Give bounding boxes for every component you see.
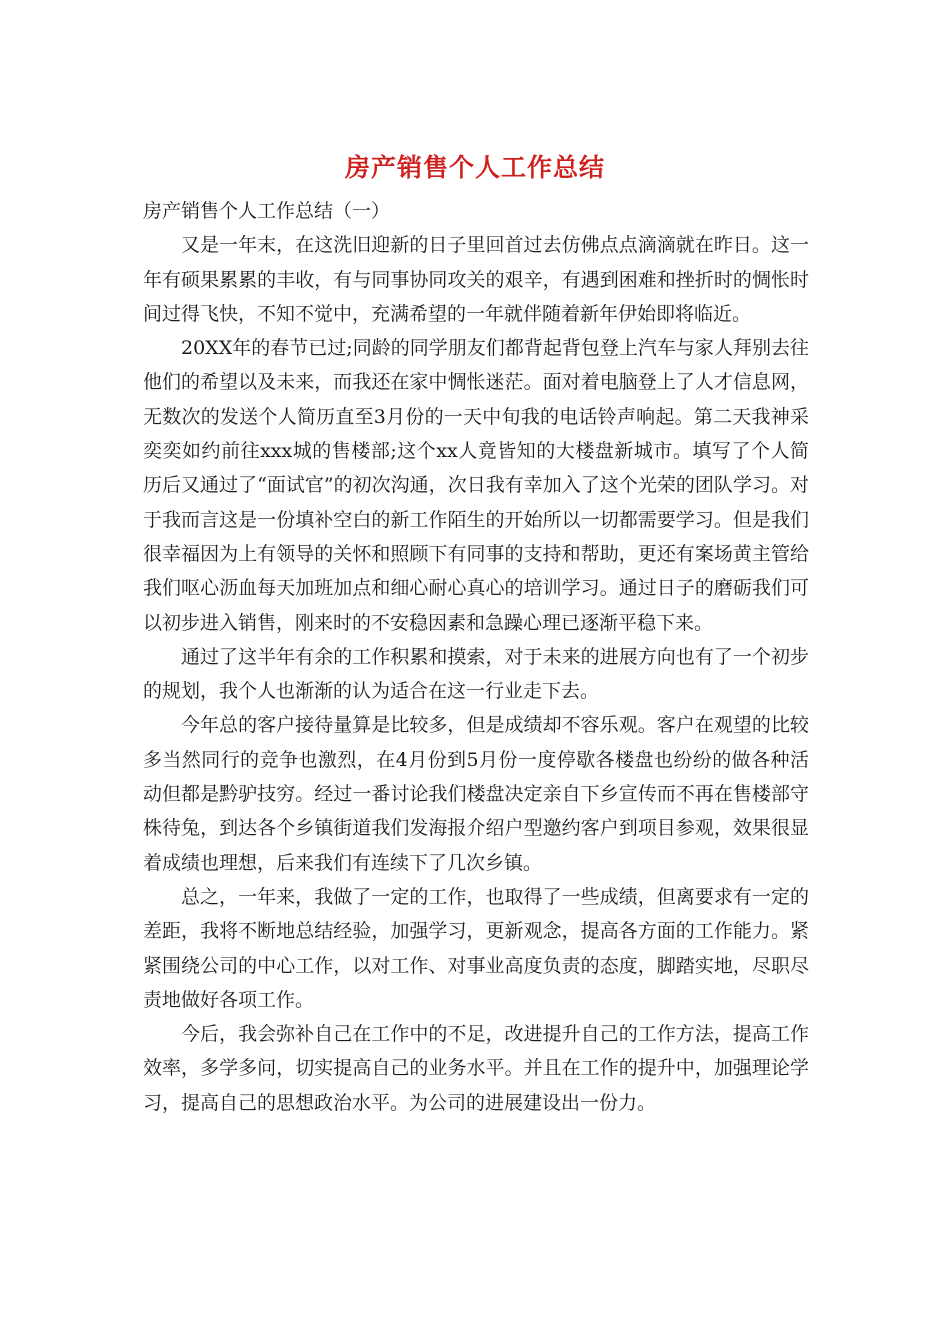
document-title: 房产销售个人工作总结 xyxy=(344,153,605,182)
paragraph-3: 通过了这半年有余的工作积累和摸索，对于未来的进展方向也有了一个初步的规划，我个人也渐渐的认为适合在这一行业走下去。 xyxy=(143,645,809,703)
document-body xyxy=(143,194,809,1120)
paragraph-2: 20XX年的春节已过;同龄的同学朋友们都背起背包登上汽车与家人拜别去往他们的希望以及未来，而我还在家中惆怅迷茫。面对着电脑登上了人才信息网，无数次的发送个人简历直至3月份的一天中旬我的电话铃声响起。第二天我神采奕奕如约前往xxx城的售楼部;这个xx人竟皆知的大楼盘新城市。填写了个人简历后又通过了“面试官”的初次沟通，次日我有幸加入了这个光荣的团队学习。对于我而言这是一份填补空白的新工作陌生的开始所以一切都需要学习。但是我们很幸福因为上有领导的关怀和照顾下有同事的支持和帮助，更还有案场黄主管给我们呕心沥血每天加班加点和细心耐心真心的培训学习。通过日子的磨砺我们可以初步进入销售，刚来时的不安稳因素和急躁心理已逐渐平稳下来。 xyxy=(143,337,809,634)
section-subtitle: 房产销售个人工作总结（一） xyxy=(143,200,391,222)
paragraph-5: 总之，一年来，我做了一定的工作，也取得了一些成绩，但离要求有一定的差距，我将不断地总结经验，加强学习，更新观念，提高各方面的工作能力。紧紧围绕公司的中心工作，以对工作、对事业高度负责的态度，脚踏实地，尽职尽责地做好各项工作。 xyxy=(143,885,809,1011)
paragraph-6: 今后，我会弥补自己在工作中的不足，改进提升自己的工作方法，提高工作效率，多学多问，切实提高自己的业务水平。并且在工作的提升中，加强理论学习，提高自己的思想政治水平。为公司的进展建设出一份力。 xyxy=(143,1023,809,1114)
paragraph-4: 今年总的客户接待量算是比较多，但是成绩却不容乐观。客户在观望的比较多当然同行的竞争也激烈，在4月份到5月份一度停歇各楼盘也纷纷的做各种活动但都是黔驴技穷。经过一番讨论我们楼盘决定亲自下乡宣传而不再在售楼部守株待兔，到达各个乡镇街道我们发海报介绍户型邀约客户到项目参观，效果很显着成绩也理想，后来我们有连续下了几次乡镇。 xyxy=(143,714,809,874)
paragraph-1: 又是一年末，在这洗旧迎新的日子里回首过去仿佛点点滴滴就在昨日。这一年有硕果累累的丰收，有与同事协同攻关的艰辛，有遇到困难和挫折时的惆怅时间过得飞快，不知不觉中，充满希望的一年就伴随着新年伊始即将临近。 xyxy=(143,234,809,325)
